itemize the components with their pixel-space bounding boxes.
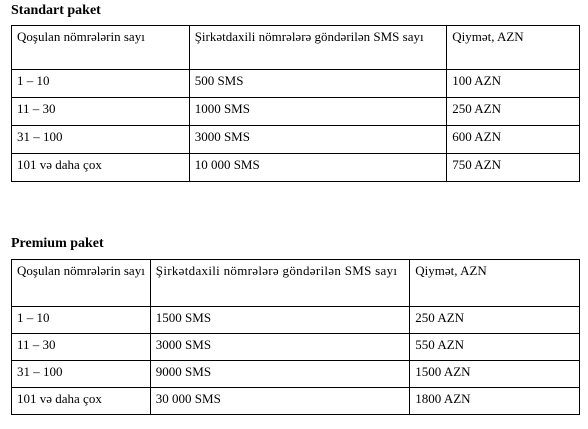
table-cell: 3000 SMS [150,334,410,361]
table-cell: 9000 SMS [150,361,410,388]
header-cell: Qoşulan nömrələrin sayı [12,260,151,307]
table-cell: 1500 AZN [410,361,580,388]
table-cell: 101 və daha çox [12,154,190,182]
header-cell: Qoşulan nömrələrin sayı [12,26,190,70]
table-cell: 101 və daha çox [12,388,151,415]
table-cell: 11 – 30 [12,98,190,126]
table-cell: 250 AZN [447,98,580,126]
table-header-row [12,26,580,70]
table-row [12,126,580,154]
table-cell: 1 – 10 [12,307,151,334]
table-cell: 1 – 10 [12,70,190,98]
table-cell: 31 – 100 [12,361,151,388]
table-row [12,307,580,334]
table-cell: 30 000 SMS [150,388,410,415]
premium-package-table [11,259,580,415]
table-row [12,70,580,98]
table-cell: 550 AZN [410,334,580,361]
header-cell: Şirkətdaxili nömrələrə göndərilən SMS sayı [189,26,447,70]
table-cell: 500 SMS [189,70,447,98]
table-cell: 10 000 SMS [189,154,447,182]
table-row [12,388,580,415]
table-cell: 250 AZN [410,307,580,334]
standard-package-table [11,25,580,182]
table-row [12,154,580,182]
table-row [12,334,580,361]
table-row [12,98,580,126]
table-cell: 3000 SMS [189,126,447,154]
table-row [12,361,580,388]
table-cell: 600 AZN [447,126,580,154]
header-cell: Qiymət, AZN [410,260,580,307]
header-cell: Şirkətdaxili nömrələrə göndərilən SMS sayı [150,260,410,307]
table-cell: 31 – 100 [12,126,190,154]
table-cell: 11 – 30 [12,334,151,361]
premium-package-title: Premium paket [11,236,104,251]
table-cell: 1000 SMS [189,98,447,126]
header-cell: Qiymət, AZN [447,26,580,70]
table-cell: 1500 SMS [150,307,410,334]
table-header-row [12,260,580,307]
table-cell: 100 AZN [447,70,580,98]
table-cell: 750 AZN [447,154,580,182]
standard-package-title: Standart paket [11,3,101,18]
table-cell: 1800 AZN [410,388,580,415]
